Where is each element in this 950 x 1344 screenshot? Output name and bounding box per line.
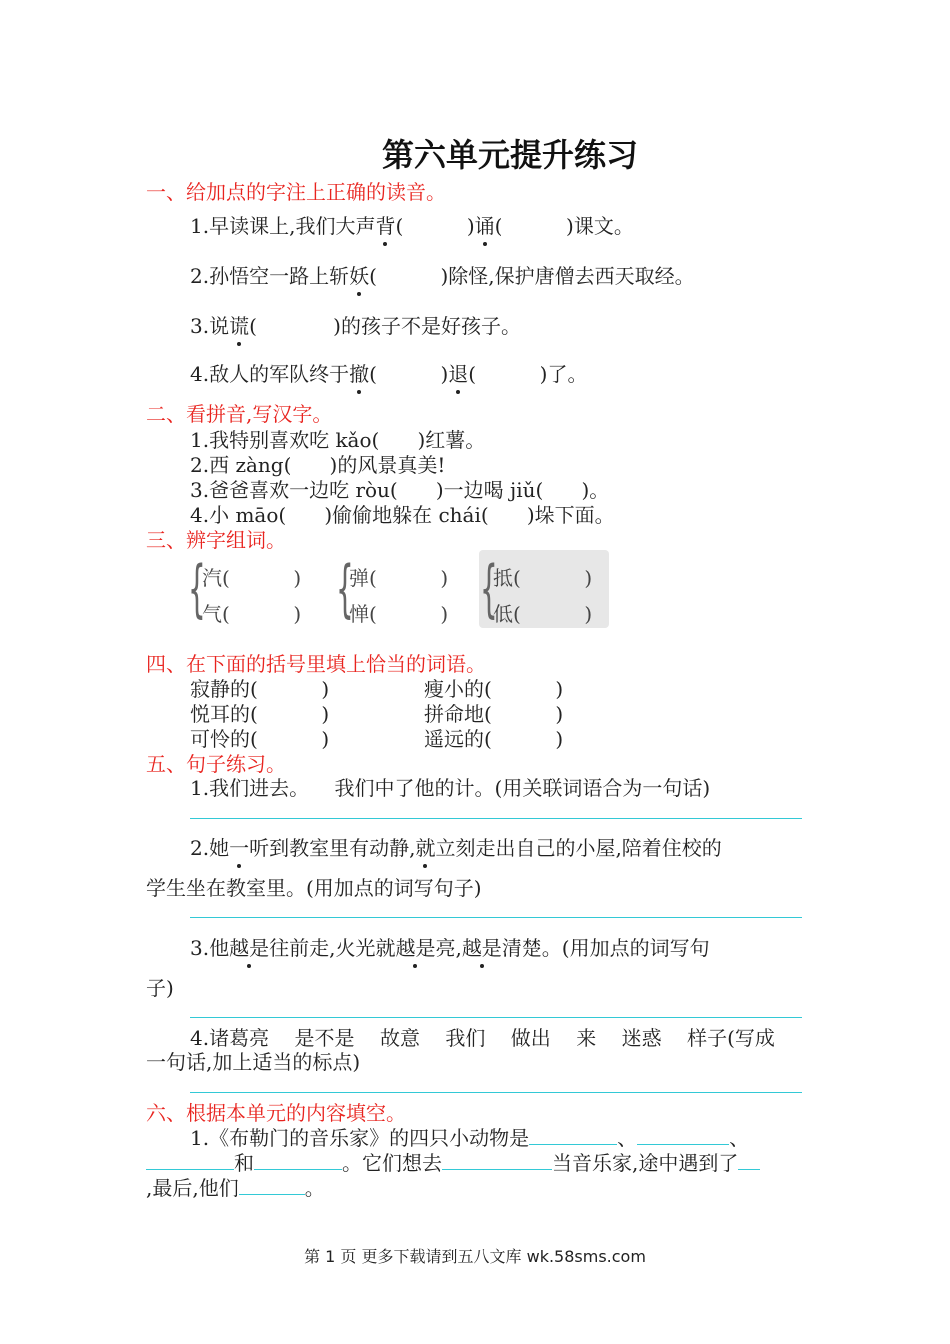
char-pair-top: 抵( ) [493,566,593,590]
page-title: 第六单元提升练习 [381,136,638,174]
dotted-char: 就 [415,832,435,861]
sec5-question-2: 2.她一听到教室里有动静,就立刻走出自己的小屋,陪着住校的 [190,832,722,861]
sec5-question-4: 4.诸葛亮 是不是 故意 我们 做出 来 迷惑 样子(写成 [190,1026,775,1050]
fill-blank[interactable] [738,1151,760,1170]
brace-icon: { [336,552,354,625]
brace-icon: { [480,552,498,625]
fill-blank[interactable] [239,1176,305,1195]
sec5-question-3: 3.他越是往前走,火光就越是亮,越是清楚。(用加点的词写句 [190,932,710,961]
sec1-question-4: 4.敌人的军队终于撤( )退( )了。 [190,358,587,387]
phrase-left: 可怜的( ) [190,727,330,751]
answer-line[interactable] [190,818,802,819]
fill-blank[interactable] [442,1151,552,1170]
page-footer: 第 1 页 更多下载请到五八文库 wk.58sms.com [304,1247,646,1266]
section-1-heading: 一、给加点的字注上正确的读音。 [146,180,446,204]
section-2-heading: 二、看拼音,写汉字。 [146,402,333,426]
phrase-left: 寂静的( ) [190,677,330,701]
sec5-question-1: 1.我们进去。 我们中了他的计。(用关联词语合为一句话) [190,776,711,800]
dotted-word: 越是 [462,932,502,961]
dotted-word: 越是 [395,932,435,961]
sec5-question-3-cont: 子) [146,976,174,1000]
brace-icon: { [188,552,206,625]
char-pair-bottom: 惮( ) [349,602,449,626]
sec1-question-3: 3.说谎( )的孩子不是好孩子。 [190,310,521,339]
dotted-char: 退 [448,358,468,387]
char-pair-bottom: 低( ) [493,602,593,626]
sec6-line-2: 和 。它们想去 当音乐家,途中遇到了 [146,1147,760,1176]
answer-line[interactable] [190,1092,802,1093]
section-5-heading: 五、句子练习。 [146,752,286,776]
dotted-char: 谎 [229,310,249,339]
phrase-right: 拼命地( ) [424,702,564,726]
sec1-question-2: 2.孙悟空一路上斩妖( )除怪,保护唐僧去西天取经。 [190,260,695,289]
answer-line[interactable] [190,917,802,918]
dotted-char: 撤 [349,358,369,387]
phrase-right: 遥远的( ) [424,727,564,751]
sec2-line: 2.西 zàng( )的风景真美! [190,453,446,477]
fill-blank[interactable] [637,1126,729,1145]
sec5-question-2-cont: 学生坐在教室里。(用加点的词写句子) [146,876,482,900]
char-pair-top: 弹( ) [349,566,449,590]
section-6-heading: 六、根据本单元的内容填空。 [146,1101,406,1125]
sec6-line-1: 1.《布勒门的音乐家》的四只小动物是 、 、 [190,1126,750,1150]
char-pair-bottom: 气( ) [202,602,302,626]
sec2-line: 4.小 māo( )偷偷地躲在 chái( )垛下面。 [190,503,615,527]
section-4-heading: 四、在下面的括号里填上恰当的词语。 [146,652,486,676]
char-pair-top: 汽( ) [202,566,302,590]
sec1-question-1: 1.早读课上,我们大声背( )诵( )课文。 [190,210,634,239]
fill-blank[interactable] [146,1151,234,1170]
sec6-line-3: ,最后,他们 。 [146,1176,325,1200]
fill-blank[interactable] [254,1151,342,1170]
phrase-right: 瘦小的( ) [424,677,564,701]
section-3-heading: 三、辨字组词。 [146,528,286,552]
fill-blank[interactable] [529,1126,617,1145]
dotted-char: 一 [229,832,249,861]
dotted-char: 诵 [475,210,495,239]
dotted-char: 妖 [349,260,369,289]
sec2-line: 3.爸爸喜欢一边吃 ròu( )一边喝 jiǔ( )。 [190,478,610,502]
sec2-line: 1.我特别喜欢吃 kǎo( )红薯。 [190,428,486,452]
phrase-left: 悦耳的( ) [190,702,330,726]
answer-line[interactable] [190,1017,802,1018]
dotted-char: 背 [375,210,395,239]
dotted-word: 越是 [229,932,269,961]
sec5-question-4-cont: 一句话,加上适当的标点) [146,1050,361,1074]
